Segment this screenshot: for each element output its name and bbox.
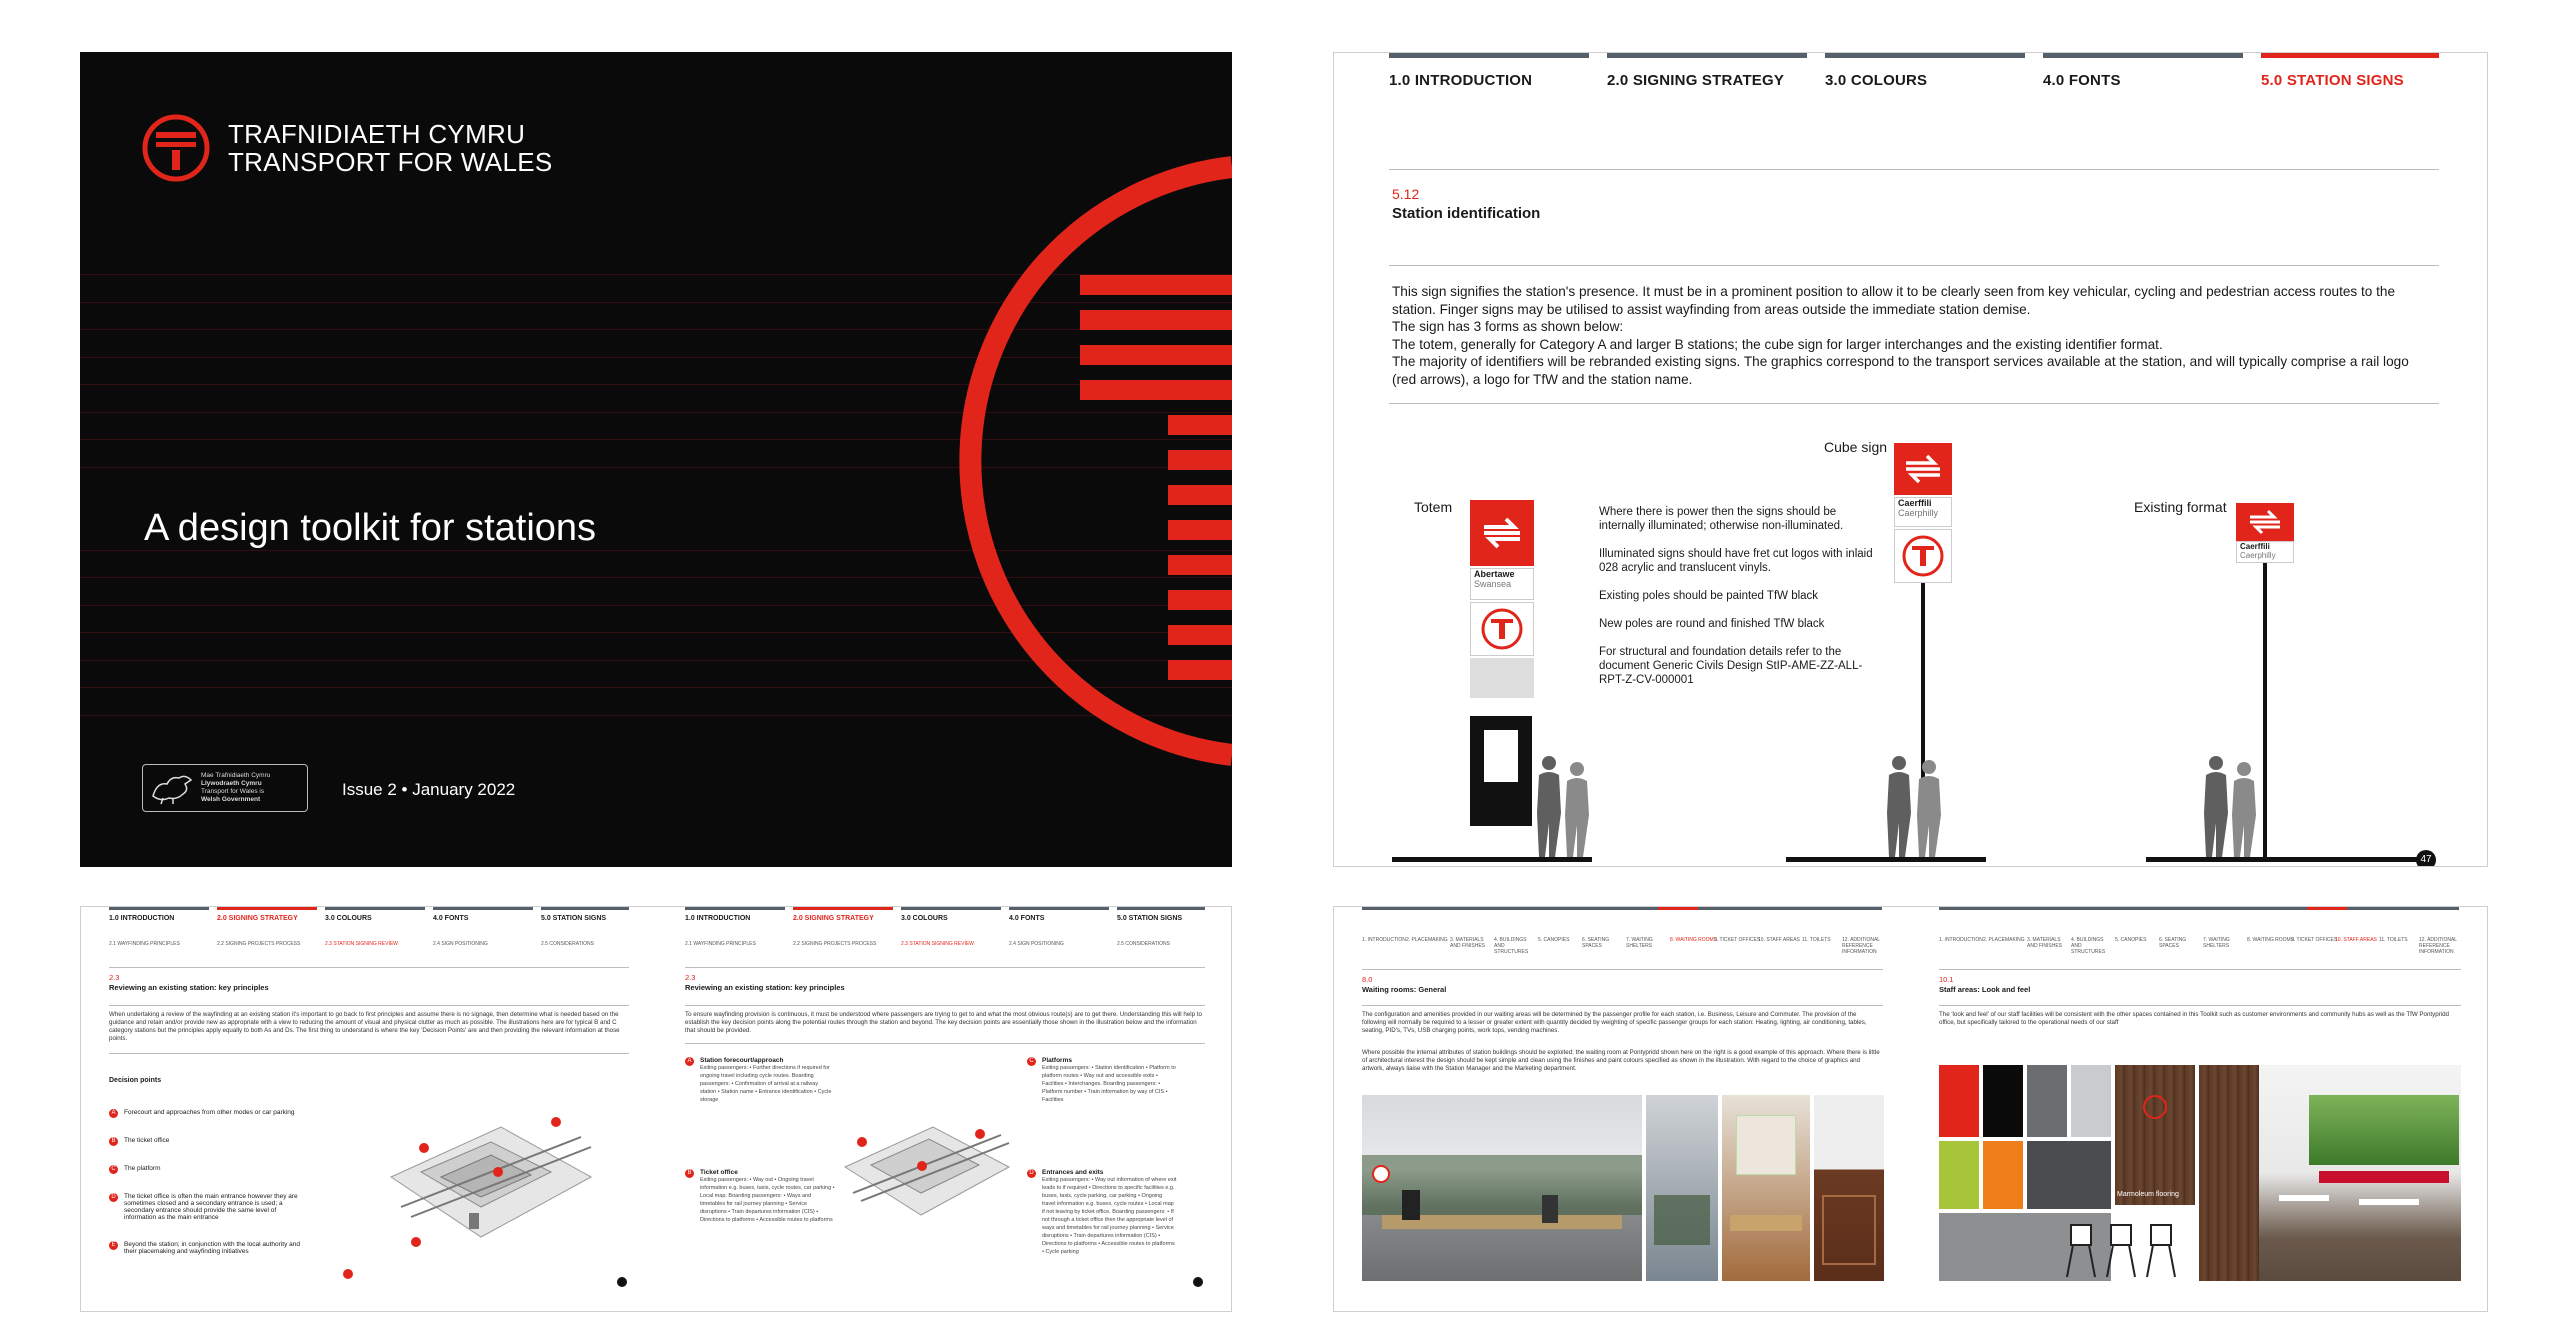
tab-station-signs[interactable]: 5.0 STATION SIGNS [2261, 53, 2439, 123]
cover-spread [80, 52, 1232, 867]
mini-subtab: 2.4 SIGN POSITIONING [433, 941, 488, 947]
station-name-welsh: Abertawe [1474, 569, 1515, 579]
mini-tab: 6. SEATING SPACES [2159, 937, 2187, 949]
mini-tab: 2. PLACEMAKING [1983, 937, 2025, 943]
waiting-room-photo [1646, 1095, 1718, 1281]
waiting-rooms-spread [1333, 906, 2488, 1312]
left-page [1334, 907, 1911, 1311]
existing-sign [2236, 503, 2294, 563]
station-name-english: Caerphilly [1898, 508, 1939, 518]
mini-tab: 2. PLACEMAKING [1406, 937, 1448, 943]
rail-arrows-icon [1470, 500, 1534, 566]
mini-tab: 8. WAITING ROOMS [1670, 937, 1718, 943]
mini-tab: 5. CANOPIES [1538, 937, 1570, 943]
station-name-english: Caerphilly [2240, 551, 2276, 560]
welsh-government-badge [142, 764, 308, 812]
mini-tabs [1362, 937, 1882, 955]
decision-point: E Beyond the station; in conjunction with the local authority and their placemaking and wayfinding initiatives [109, 1241, 309, 1255]
divider [685, 1043, 1205, 1044]
decision-point: D Entrances and exits Exiting passengers: • Way out information of where exit leads to if required • Directions to specific facilities e.g. buses, taxis, cycle parking, car parking • Ongoing travel information e.g. buses, cycle routes • Local map if not leaving by ticket office. Boarding passengers: • If not through a ticket office then the appropriate level of ways and timetables for rail journey planning • Service disruptions • Train departures information (CIS) • Directions to platforms • Accessible routes to platforms • Cycle parking [1027, 1169, 1177, 1256]
rail-logo [1894, 443, 1952, 495]
mini-tab: 9. TICKET OFFICES [2291, 937, 2338, 943]
existing-format-label: Existing format [2134, 499, 2227, 515]
mini-tab: 12. ADDITIONAL REFERENCE INFORMATION [2419, 937, 2457, 955]
map-marker [343, 1269, 353, 1279]
gov-line: Transport for Wales is [201, 788, 265, 795]
station-identification-page [1333, 52, 2488, 867]
mini-subtab: 2.3 STATION SIGNING REVIEW [325, 941, 398, 947]
waiting-room-photo [1722, 1095, 1810, 1281]
page-number: 47 [2416, 850, 2436, 867]
divider [1389, 169, 2439, 170]
tab-fonts[interactable]: 4.0 FONTS [2043, 53, 2243, 123]
mini-tabs [1939, 937, 2459, 955]
note: Illuminated signs should have fret cut logos with inlaid 028 acrylic and translucent vinyls. [1599, 548, 1873, 574]
intro-paragraph: This sign signifies the station's presence. It must be in a prominent position to allow it to be clearly seen from key vehicular, cycling and pedestrian access routes to the station. Finger signs may be utilised to assist wayfinding from areas outside the immediate station demise. [1392, 284, 2396, 317]
station-name-english: Swansea [1474, 579, 1512, 589]
gov-line: Welsh Government [201, 796, 261, 803]
decision-point: A Station forecourt/approach Exiting passengers: • Further directions if required for ongoing travel including cycle routes. Boarding passengers: • Confirmation of arrival at a railway station • Station name • Entrance identification • Cycle storage [685, 1057, 835, 1104]
mini-tab: 7. WAITING SHELTERS [1626, 937, 1653, 949]
mini-tabs [109, 907, 629, 935]
mini-subtab: 2.5 CONSIDERATIONS [1117, 941, 1170, 947]
intro-text [1392, 283, 2432, 388]
mini-section-number: 8.0 [1362, 975, 1373, 984]
divider [109, 1053, 629, 1054]
rail-logo [1470, 500, 1534, 566]
totem-sign [1470, 500, 1534, 698]
map-marker [857, 1137, 867, 1147]
note: Where there is power then the signs should be internally illuminated; otherwise non-illuminated. [1599, 506, 1844, 532]
mini-tab: 4. BUILDINGS AND STRUCTURES [2071, 937, 2106, 955]
mini-tab: 4.0 FONTS [433, 907, 533, 922]
colour-swatch [1939, 1065, 1979, 1137]
tab-signing-strategy[interactable]: 2.0 SIGNING STRATEGY [1607, 53, 1807, 123]
staff-room-photo [2199, 1065, 2461, 1281]
map-marker [975, 1129, 985, 1139]
note: New poles are round and finished TfW black [1599, 618, 1825, 630]
mini-subtab: 2.4 SIGN POSITIONING [1009, 941, 1064, 947]
mini-tab: 1. INTRODUCTION [1362, 937, 1406, 943]
colour-swatch [1939, 1141, 1979, 1209]
ground-line [1392, 857, 1592, 862]
mini-section-title: Staff areas: Look and feel [1939, 985, 2031, 994]
mini-tab: 4. BUILDINGS AND STRUCTURES [1494, 937, 1529, 955]
brand-lockup [140, 112, 553, 184]
people-silhouette-icon [1529, 753, 1599, 859]
mini-tab: 5.0 STATION SIGNS [1117, 907, 1205, 922]
mini-tab: 2.0 SIGNING STRATEGY [217, 907, 317, 922]
cube-station-name [1894, 497, 1952, 527]
page-number-dot [617, 1277, 627, 1287]
gov-line: Mae Trafnidiaeth Cymru [201, 772, 271, 779]
mini-tab: 11. TOILETS [2379, 937, 2408, 943]
mini-section-title: Reviewing an existing station: key principles [109, 983, 269, 992]
existing-station-name [2236, 541, 2294, 563]
mini-subtab: 2.1 WAYFINDING PRINCIPLES [109, 941, 180, 947]
divider [1939, 969, 2461, 970]
station-isometric-illustration [381, 1117, 601, 1257]
mini-tab: 3. MATERIALS AND FINISHES [1450, 937, 1486, 949]
mini-section-title: Reviewing an existing station: key principles [685, 983, 845, 992]
mini-tab: 1. INTRODUCTION [1939, 937, 1983, 943]
divider [1389, 403, 2439, 404]
station-name-welsh: Caerffili [1898, 498, 1932, 508]
mini-tab: 4.0 FONTS [1009, 907, 1109, 922]
section-number: 5.12 [1392, 186, 1420, 202]
cube-label: Cube sign [1824, 439, 1888, 455]
totem-label: Totem [1414, 499, 1453, 515]
colour-swatch [1983, 1065, 2023, 1137]
rail-arrows-icon [1894, 443, 1952, 495]
colour-swatch [2027, 1141, 2111, 1209]
decision-point: A Forecourt and approaches from other modes or car parking [109, 1109, 339, 1118]
mini-subtab: 2.3 STATION SIGNING REVIEW [901, 941, 974, 947]
mini-body: Where possible the internal attributes of station buildings should be exploited; the waiting room at Pontypridd shown here on the right is a good example of this approach. Where there is little of architectural interest the design should be kept simple and clean using the finishes and paint colours specified as shown in the illustration. With regard to the choice of graphics and artwork, always liaise with the Station Manager and the Marketing department. [1362, 1049, 1880, 1072]
map-marker [493, 1167, 503, 1177]
section-title: Station identification [1392, 205, 1541, 222]
tab-colours[interactable]: 3.0 COLOURS [1825, 53, 2025, 123]
issue-date: Issue 2 • January 2022 [342, 780, 516, 799]
tfw-roundel [1894, 529, 1952, 583]
mini-tab: 5.0 STATION SIGNS [541, 907, 629, 922]
tfw-logo-icon [1895, 530, 1951, 582]
divider [685, 1005, 1205, 1006]
people-silhouette-icon [2196, 753, 2268, 859]
section-tabs [1389, 53, 2439, 123]
divider [1389, 265, 2439, 266]
mini-tab: 3. MATERIALS AND FINISHES [2027, 937, 2063, 949]
mini-section-number: 2.3 [109, 973, 120, 982]
mini-tab: 10. STAFF AREAS [2335, 937, 2377, 943]
mini-subtab: 2.2 SIGNING PROJECTS PROCESS [793, 941, 877, 947]
mini-tab: 11. TOILETS [1802, 937, 1831, 943]
mini-tabs [685, 907, 1205, 935]
colour-swatch [2027, 1065, 2067, 1137]
cube-sign [1894, 443, 1952, 603]
mini-body: When undertaking a review of the wayfinding at an existing station it's important to go back to first principles and assume there is no signage, then determine what is needed based on the guidance and retain and/or provide new as appropriate with a view to reducing the amount of visual and physical clutter as much as possible. The illustrations here are for typical B and C category stations but the principles apply equally to both As and Ds. The first thing to understand is where the key 'Decision Points' are and then providing the relevant information at those points. [109, 1011, 620, 1042]
mini-tab: 8. WAITING ROOMS [2247, 937, 2295, 943]
tfw-logo-icon [1471, 603, 1533, 655]
colour-swatch [2071, 1065, 2111, 1137]
signing-strategy-spread [80, 906, 1232, 1312]
mini-subtab: 2.1 WAYFINDING PRINCIPLES [685, 941, 756, 947]
divider [1362, 969, 1883, 970]
divider [109, 1005, 629, 1006]
mini-tab: 7. WAITING SHELTERS [2203, 937, 2230, 949]
rail-arrows-icon [2236, 503, 2294, 541]
mini-body: To ensure wayfinding provision is continuous, it must be understood where passengers are trying to get to and what the most obvious route(s) are to get there. Understanding this will help to establish the key decision points along the potential routes through the station and beyond. The key decision points are essentially those shown in the illustration below and the information that should be provided. [685, 1011, 1202, 1034]
divider [1939, 1005, 2461, 1006]
people-silhouette-icon [1879, 753, 1953, 859]
mini-body: The 'look and feel' of our staff facilities will be consistent with the other spaces contained in this Toolkit such as customer environments and community hubs as well as the TfW Pontypridd office, but specifically tailored to the operational needs of our staff [1939, 1011, 2449, 1026]
mini-tab: 1.0 INTRODUCTION [685, 907, 785, 922]
mini-section-number: 2.3 [685, 973, 696, 982]
intro-paragraph: The sign has 3 forms as shown below: [1392, 319, 1624, 334]
mini-tab: 1.0 INTRODUCTION [109, 907, 209, 922]
decision-points-title: Decision points [109, 1077, 162, 1084]
ground-line [1786, 857, 1986, 862]
decision-point: C Platforms Exiting passengers: • Station identification • Platform to platform routes • Way out and accessible exits • Facilities • Interchanges. Boarding passengers: • Platform number • Train information by way of CIS • Facilities [1027, 1057, 1177, 1104]
intro-paragraph: The totem, generally for Category A and larger B stations; the cube sign for larger interchanges and the existing identifier format. [1392, 336, 2163, 352]
chairs-illustration [2061, 1205, 2191, 1281]
mini-tab: 3.0 COLOURS [325, 907, 425, 922]
rail-logo [2236, 503, 2294, 541]
decision-point: B The ticket office [109, 1137, 339, 1146]
mini-tab: 9. TICKET OFFICES [1714, 937, 1761, 943]
waiting-room-photo [1814, 1095, 1884, 1281]
brand-welsh: TRAFNIDIAETH CYMRU [228, 119, 526, 149]
welsh-dragon-icon [149, 770, 195, 806]
mini-tab: 2.0 SIGNING STRATEGY [793, 907, 893, 922]
wood-panel-photo [2115, 1065, 2195, 1205]
tab-introduction[interactable]: 1.0 INTRODUCTION [1389, 53, 1589, 123]
kiosk [1470, 716, 1532, 826]
flooring-label: Marmoleum flooring [2117, 1191, 2179, 1198]
intro-paragraph: The majority of identifiers will be rebranded existing signs. The graphics correspond to the transport services available at the station, and will typically comprise a rail logo (red arrows), a logo for TfW and the station name. [1392, 354, 2409, 387]
right-page [1911, 907, 2488, 1311]
cover-title: A design toolkit for stations [144, 507, 597, 549]
mini-body: The configuration and amenities provided in our waiting areas will be determined by the passenger profile for each station, i.e. Business, Leisure and Commuter. The provision of the following will normally be required to a lesser or greater extent with quantity decided by weighting of specific passenger groups for each station: Heating, lighting, air conditioning, tables, seating, PID's, TVs, USB charging points, work tops, vending machines. [1362, 1011, 1867, 1034]
map-marker [411, 1237, 421, 1247]
mini-tab: 12. ADDITIONAL REFERENCE INFORMATION [1842, 937, 1880, 955]
note: For structural and foundation details refer to the document Generic Civils Design StIP-AME-ZZ-ALL-RPT-Z-CV-000001 [1599, 646, 1863, 686]
divider [685, 967, 1205, 968]
station-name-welsh: Caerffili [2240, 542, 2270, 551]
mini-section-number: 10.1 [1939, 975, 1954, 984]
gov-line: Llywodraeth Cymru [201, 780, 262, 787]
sign-notes [1599, 505, 1879, 701]
decision-point: D The ticket office is often the main entrance however they are sometimes closed and a secondary entrance is used; a secondary entrance should provide the same level of information as the main entrance [109, 1193, 309, 1221]
mini-subtab: 2.5 CONSIDERATIONS [541, 941, 594, 947]
left-page [81, 907, 657, 1311]
brand-english: TRANSPORT FOR WALES [228, 147, 553, 177]
tfw-logo-icon [140, 112, 212, 184]
station-isometric-illustration [837, 1119, 1017, 1229]
decision-point: C The platform [109, 1165, 339, 1174]
page-number-dot [1193, 1277, 1203, 1287]
mini-tab: 3.0 COLOURS [901, 907, 1001, 922]
mini-tab: 10. STAFF AREAS [1758, 937, 1800, 943]
waiting-room-photo [1362, 1095, 1642, 1281]
note: Existing poles should be painted TfW black [1599, 590, 1819, 602]
map-marker [551, 1117, 561, 1127]
totem-station-name [1470, 568, 1534, 600]
mini-tab: 6. SEATING SPACES [1582, 937, 1610, 949]
colour-swatch [1983, 1141, 2023, 1209]
decision-point: B Ticket office Exiting passengers: • Way out • Ongoing travel information e.g. buses, taxis, cycle routes, car parking • Local map. Boarding passengers: • Ways and timetables for rail journey planning • Service disruptions • Train departures information (CIS) • Directions to platforms • Accessible routes to platforms [685, 1169, 835, 1224]
mini-subtab: 2.2 SIGNING PROJECTS PROCESS [217, 941, 301, 947]
ground-line [2146, 857, 2426, 862]
map-marker [419, 1143, 429, 1153]
map-marker [917, 1161, 927, 1171]
mini-tab: 5. CANOPIES [2115, 937, 2147, 943]
divider [1362, 1005, 1883, 1006]
tfw-roundel [1470, 602, 1534, 656]
right-page [657, 907, 1232, 1311]
divider [109, 967, 629, 968]
mini-section-title: Waiting rooms: General [1362, 985, 1447, 994]
